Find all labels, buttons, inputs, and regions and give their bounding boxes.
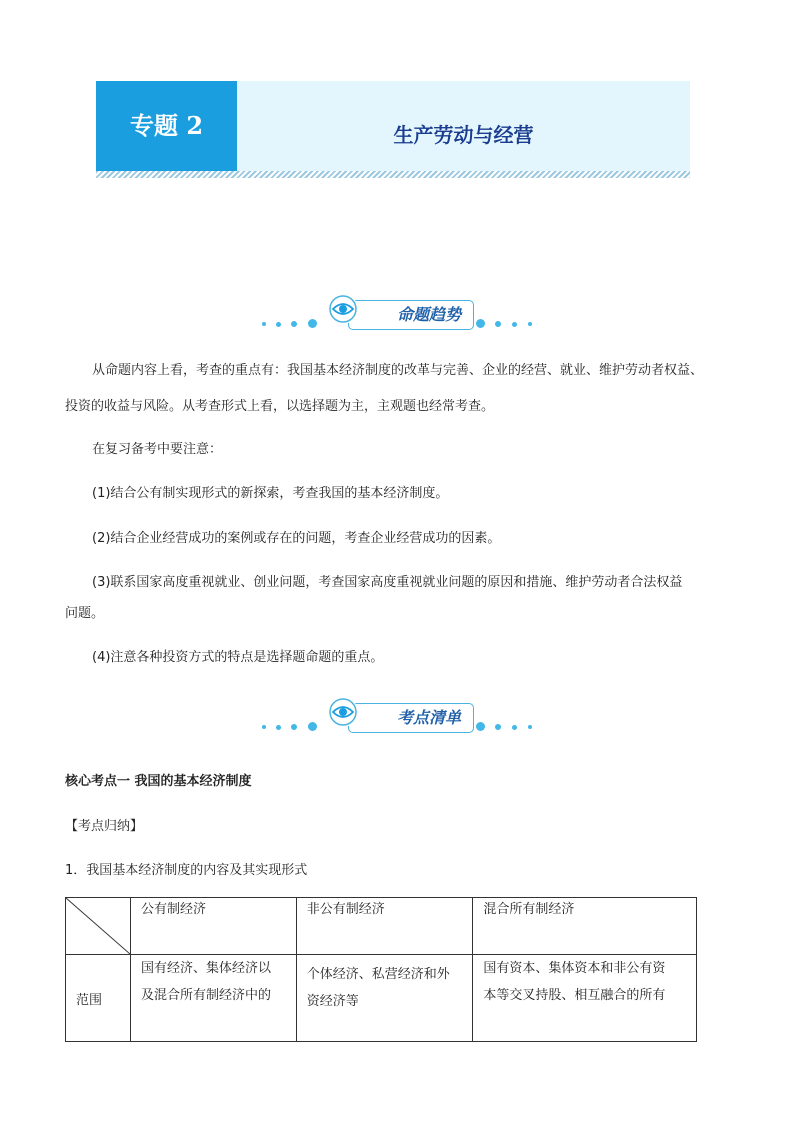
eye-icon (328, 294, 358, 324)
topic-label: 专题 2 (96, 81, 237, 171)
cell-mixed-scope (473, 955, 697, 1042)
header-public: 公有制经济 (131, 898, 297, 955)
diagonal-line (66, 898, 130, 954)
table-row (66, 955, 697, 1042)
item-1: 1．我国基本经济制度的内容及其实现形式 (65, 863, 308, 878)
banner-stripe (96, 171, 690, 178)
row-label-text: 范围 (76, 992, 103, 1008)
topic-title: 生产劳动与经营 (237, 81, 690, 171)
cell-line: 国有资本、集体资本和非公有资 (483, 961, 666, 976)
trend-point-1: (1)结合公有制实现形式的新探索，考查我国的基本经济制度。 (92, 486, 449, 501)
cell-line: 个体经济、私营经济和外 (306, 967, 450, 982)
economic-system-table (65, 897, 697, 1042)
cell-public-scope (131, 955, 297, 1042)
cell-line: 国有经济、集体经济以 (141, 961, 272, 976)
table-header-row (66, 898, 697, 955)
topic-banner (96, 81, 690, 171)
eye-icon (328, 697, 358, 727)
cell-nonpublic-scope (296, 955, 473, 1042)
row-label-scope (66, 955, 131, 1042)
trend-point-4: (4)注意各种投资方式的特点是选择题命题的重点。 (92, 650, 384, 665)
section-title-trend: 命题趋势 (348, 300, 474, 330)
trend-intro-line2: 投资的收益与风险。从考查形式上看，以选择题为主，主观题也经常考查。 (65, 399, 495, 414)
header-mixed: 混合所有制经济 (473, 898, 697, 955)
trend-point-3-line1: (3)联系国家高度重视就业、创业问题，考查国家高度重视就业问题的原因和措施、维护劳动者合法权益 (92, 575, 683, 590)
summary-tag: 【考点归纳】 (65, 819, 144, 834)
trend-point-3-line2: 问题。 (65, 606, 105, 621)
trend-review-note: 在复习备考中要注意： (92, 442, 223, 457)
section-title-checklist: 考点清单 (348, 703, 474, 733)
cell-line: 本等交叉持股、相互融合的所有 (483, 988, 666, 1003)
section-badge-trend (262, 294, 532, 334)
core-heading: 核心考点一 我国的基本经济制度 (65, 774, 252, 789)
cell-line: 资经济等 (306, 994, 359, 1009)
trend-point-2: (2)结合企业经营成功的案例或存在的问题，考查企业经营成功的因素。 (92, 531, 501, 546)
trend-intro-line1: 从命题内容上看，考查的重点有：我国基本经济制度的改革与完善、企业的经营、就业、维护劳动者权益、 (92, 363, 704, 378)
cell-line: 及混合所有制经济中的 (141, 988, 272, 1003)
section-badge-checklist (262, 697, 532, 737)
header-nonpublic: 非公有制经济 (296, 898, 473, 955)
diagonal-header-cell (66, 898, 131, 955)
